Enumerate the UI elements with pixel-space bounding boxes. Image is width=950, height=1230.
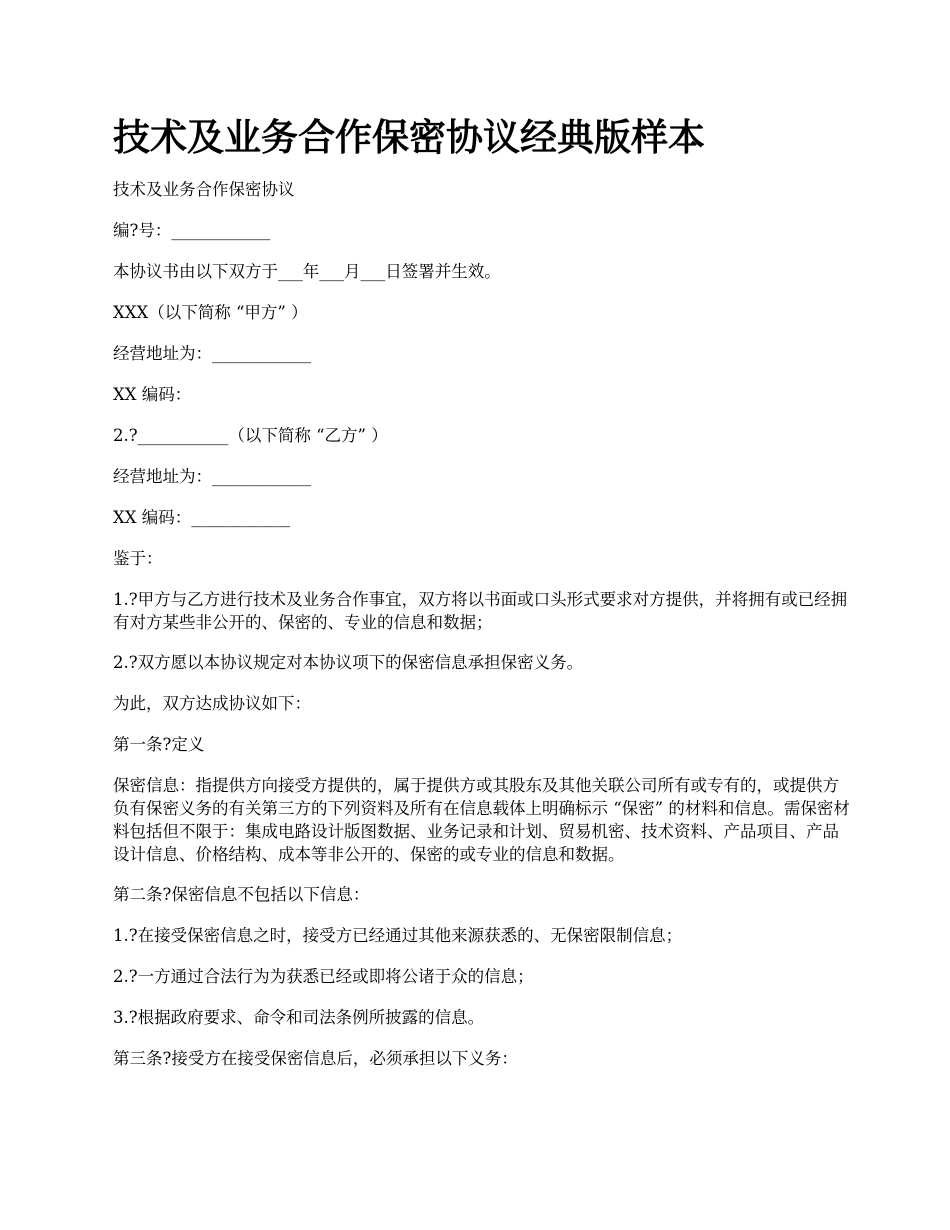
agreement-intro: 为此，双方达成协议如下： bbox=[113, 694, 311, 713]
article-3-heading: 第三条?接受方在接受保密信息后，必须承担以下义务： bbox=[113, 1049, 518, 1068]
article-2-item-2: 2.?一方通过合法行为为获悉已经或即将公诸于众的信息； bbox=[113, 967, 534, 986]
signing-date: 本协议书由以下双方于___年___月___日签署并生效。 bbox=[113, 262, 501, 281]
document-title: 技术及业务合作保密协议经典版样本 bbox=[113, 116, 705, 159]
whereas-heading: 鉴于： bbox=[113, 549, 163, 568]
party-b-code: XX 编码：____________ bbox=[113, 508, 291, 527]
article-2-item-3: 3.?根据政府要求、命令和司法条例所披露的信息。 bbox=[113, 1008, 485, 1027]
party-b-address: 经营地址为：____________ bbox=[113, 467, 311, 486]
whereas-clause-1: 1.?甲方与乙方进行技术及业务合作事宜，双方将以书面或口头形式要求对方提供，并将拥有或已经拥有对方某些非公开的、保密的、专业的信息和数据； bbox=[113, 590, 848, 632]
whereas-clause-2: 2.?双方愿以本协议规定对本协议项下的保密信息承担保密义务。 bbox=[113, 653, 584, 672]
article-2-item-1: 1.?在接受保密信息之时，接受方已经通过其他来源获悉的、无保密限制信息； bbox=[113, 926, 683, 945]
agreement-number: 编?号：____________ bbox=[113, 221, 271, 240]
party-a-name: XXX（以下简称 “甲方” ） bbox=[113, 303, 308, 322]
article-1-heading: 第一条?定义 bbox=[113, 735, 205, 754]
party-a-address: 经营地址为：____________ bbox=[113, 344, 311, 363]
party-b-name: 2.?___________（以下简称 “乙方” ） bbox=[113, 426, 388, 445]
party-a-code: XX 编码： bbox=[113, 385, 192, 404]
document-page bbox=[113, 112, 853, 1088]
agreement-subtitle: 技术及业务合作保密协议 bbox=[113, 180, 295, 199]
article-1-definition: 保密信息：指提供方向接受方提供的，属于提供方或其股东及其他关联公司所有或专有的，或提供方负有保密义务的有关第三方的下列资料及所有在信息载体上明确标示 “保密” 的材料和信息。需保密材料包括但不限于：集成电路设计版图数据、业务记录和计划、贸易机密、技术资料、产品项目、产品设计信息、价格结构、成本等非公开的、保密的或专业的信息和数据。 bbox=[113, 776, 850, 864]
article-2-heading: 第二条?保密信息不包括以下信息： bbox=[113, 885, 370, 904]
